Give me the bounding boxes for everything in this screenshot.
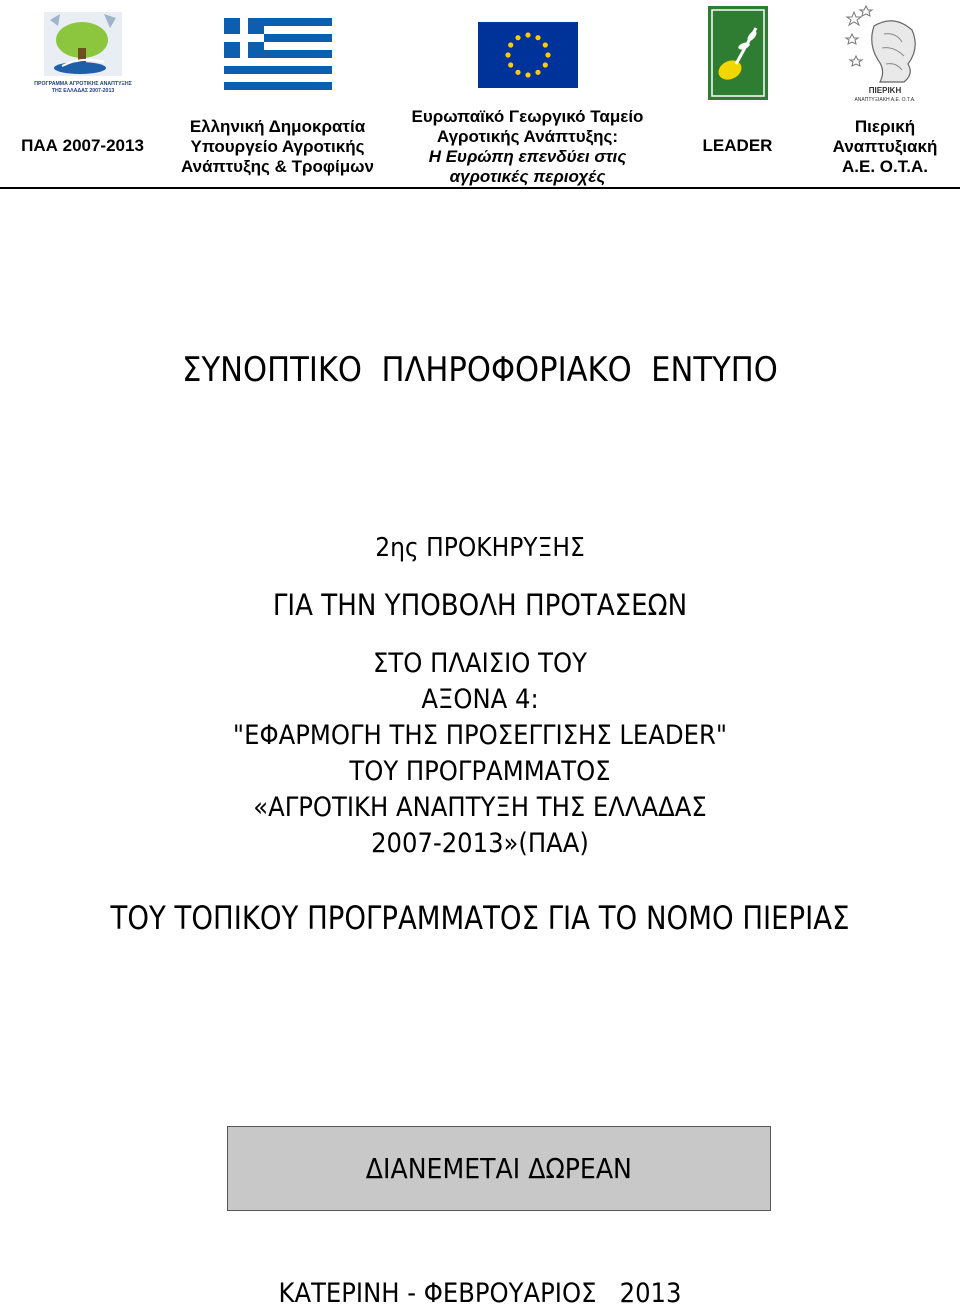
eu-column	[390, 0, 665, 186]
paa-logo-caption-1: ΠΡΟΓΡΑΜΜΑ ΑΓΡΟΤΙΚΗΣ ΑΝΑΠΤΥΞΗΣ	[33, 81, 132, 87]
eu-italic-line-2: αγροτικές περιοχές	[449, 167, 606, 186]
pieriki-logo-caption-2: ΑΝΑΠΤΥΞΙΑΚΗ Α.Ε. Ο.Τ.Α.	[854, 97, 916, 103]
eu-line-2: Αγροτικής Ανάπτυξης:	[436, 127, 619, 146]
ministry-line-3: Ανάπτυξης & Τροφίμων	[181, 157, 374, 176]
framework-line-4: ΤΟΥ ΠΡΟΓΡΑΜΜΑΤΟΣ	[349, 756, 611, 787]
framework-line-6: 2007-2013»(ΠΑΑ)	[371, 828, 589, 859]
eu-flag-icon	[478, 22, 578, 88]
leader-label: LEADER	[702, 136, 773, 155]
pieriki-logo-icon	[844, 4, 926, 104]
paa-logo-icon	[33, 8, 132, 94]
framework-line-5: «ΑΓΡΟΤΙΚΗ ΑΝΑΠΤΥΞΗ ΤΗΣ ΕΛΛΑΔΑΣ	[253, 792, 707, 823]
framework-line-2: ΑΞΟΝΑ 4:	[421, 684, 539, 715]
header-divider	[0, 187, 960, 189]
greek-flag-icon	[222, 18, 334, 90]
free-distribution-box	[227, 1126, 771, 1211]
pieriki-text	[810, 117, 960, 177]
eu-italic-line-1: Η Ευρώπη επενδύει στις	[428, 147, 627, 166]
document-title: ΣΥΝΟΠΤΙΚΟ ΠΛΗΡΟΦΟΡΙΑΚΟ ΕΝΤΥΠΟ	[182, 350, 778, 390]
pieriki-line-1: Πιερική	[854, 117, 916, 136]
ministry-line-2: Υπουργείο Αγροτικής	[190, 137, 365, 156]
ministry-column	[165, 0, 390, 186]
framework-line-1: ΣΤΟ ΠΛΑΙΣΙΟ ΤΟΥ	[373, 648, 587, 679]
eu-text	[390, 107, 665, 187]
leader-logo-icon	[708, 6, 768, 100]
ministry-text	[165, 117, 390, 177]
framework-line-3: "ΕΦΑΡΜΟΓΗ ΤΗΣ ΠΡΟΣΕΓΓΙΣΗΣ LEADER"	[232, 720, 728, 751]
ministry-line-1: Ελληνική Δημοκρατία	[189, 117, 366, 136]
local-program-heading: ΤΟΥ ΤΟΠΙΚΟΥ ΠΡΟΓΡΑΜΜΑΤΟΣ ΓΙΑ ΤΟ ΝΟΜΟ ΠΙΕΡΙΑΣ	[110, 899, 850, 937]
free-distribution-text: ΔΙΑΝΕΜΕΤΑΙ ΔΩΡΕΑΝ	[365, 1152, 633, 1185]
pieriki-logo-caption-1: ΠΙΕΡΙΚΗ	[868, 86, 902, 95]
announcement-heading: 2ης ΠΡΟΚΗΡΥΞΗΣ	[375, 533, 585, 563]
eu-line-1: Ευρωπαϊκό Γεωργικό Ταμείο	[411, 107, 644, 126]
framework-block	[48, 646, 912, 862]
paa-label: ΠΑΑ 2007-2013	[21, 136, 144, 155]
pieriki-line-2: Αναπτυξιακή	[832, 137, 938, 156]
pieriki-column	[810, 0, 960, 186]
paa-logo-caption-2: ΤΗΣ ΕΛΛΑΔΑΣ 2007-2013	[51, 88, 114, 94]
pieriki-line-3: Α.Ε. Ο.Τ.Α.	[842, 157, 928, 176]
page-header	[0, 0, 960, 188]
paa-column	[0, 0, 165, 186]
leader-column	[665, 0, 810, 186]
purpose-heading: ΓΙΑ ΤΗΝ ΥΠΟΒΟΛΗ ΠΡΟΤΑΣΕΩΝ	[272, 588, 688, 622]
place-date: ΚΑΤΕΡΙΝΗ - ΦΕΒΡΟΥΑΡΙΟΣ 2013	[278, 1278, 682, 1309]
